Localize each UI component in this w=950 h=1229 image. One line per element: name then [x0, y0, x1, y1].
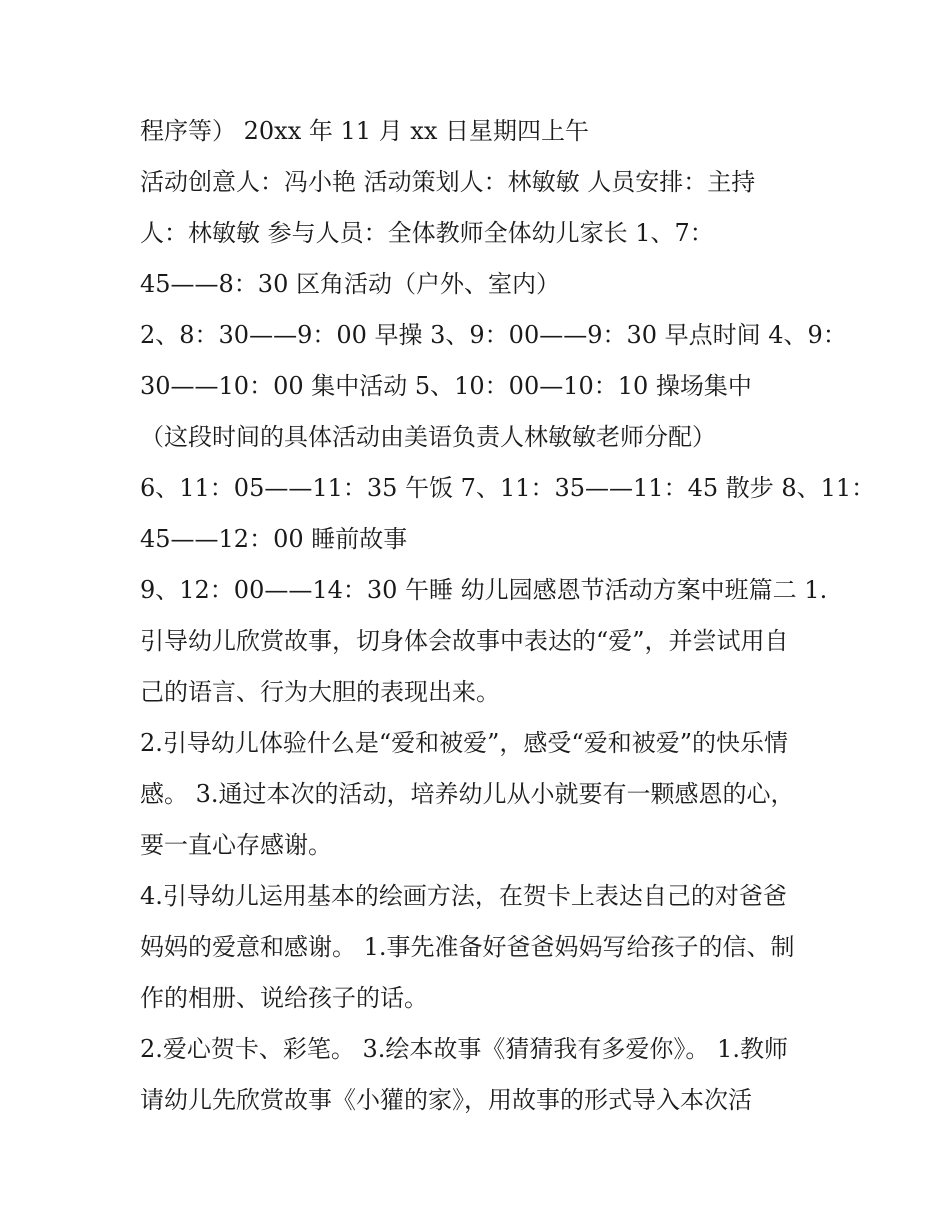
text-line: 己的语言、行为大胆的表现出来。: [140, 678, 500, 706]
text-line: 45——8：30 区角活动（户外、室内）: [140, 270, 560, 298]
text-line: 引导幼儿欣赏故事，切身体会故事中表达的“爱”，并尝试用自: [140, 627, 789, 655]
text-line: 30——10：00 集中活动 5、10：00—10：10 操场集中: [140, 372, 752, 400]
text-line: （这段时间的具体活动由美语负责人林敏敏老师分配）: [140, 423, 716, 451]
text-line: 45——12：00 睡前故事: [140, 525, 408, 553]
text-line: 6、11：05——11：35 午饭 7、11：35——11：45 散步 8、11：: [140, 474, 876, 502]
text-line: 作的相册、说给孩子的话。: [140, 984, 428, 1012]
text-line: 人：林敏敏 参与人员：全体教师全体幼儿家长 1、7：: [140, 219, 714, 247]
text-line: 2、8：30——9：00 早操 3、9：00——9：30 早点时间 4、9：: [140, 321, 847, 349]
text-line: 感。 3.通过本次的活动，培养幼儿从小就要有一颗感恩的心，: [140, 780, 795, 808]
text-line: 4.引导幼儿运用基本的绘画方法，在贺卡上表达自己的对爸爸: [140, 882, 787, 910]
text-line: 请幼儿先欣赏故事《小獾的家》，用故事的形式导入本次活: [140, 1086, 752, 1114]
document-body: [140, 106, 876, 1126]
text-line: 要一直心存感谢。: [140, 831, 332, 859]
text-line: 2.引导幼儿体验什么是“爱和被爱”，感受“爱和被爱”的快乐情: [140, 729, 788, 757]
text-line: 9、12：00——14：30 午睡 幼儿园感恩节活动方案中班篇二 1.: [140, 576, 828, 604]
text-line: 妈妈的爱意和感谢。 1.事先准备好爸爸妈妈写给孩子的信、制: [140, 933, 795, 961]
text-line: 程序等） 20xx 年 11 月 xx 日星期四上午: [140, 117, 589, 145]
text-line: 2.爱心贺卡、彩笔。 3.绘本故事《猜猜我有多爱你》。 1.教师: [140, 1035, 788, 1063]
text-line: 活动创意人：冯小艳 活动策划人：林敏敏 人员安排：主持: [140, 168, 756, 196]
